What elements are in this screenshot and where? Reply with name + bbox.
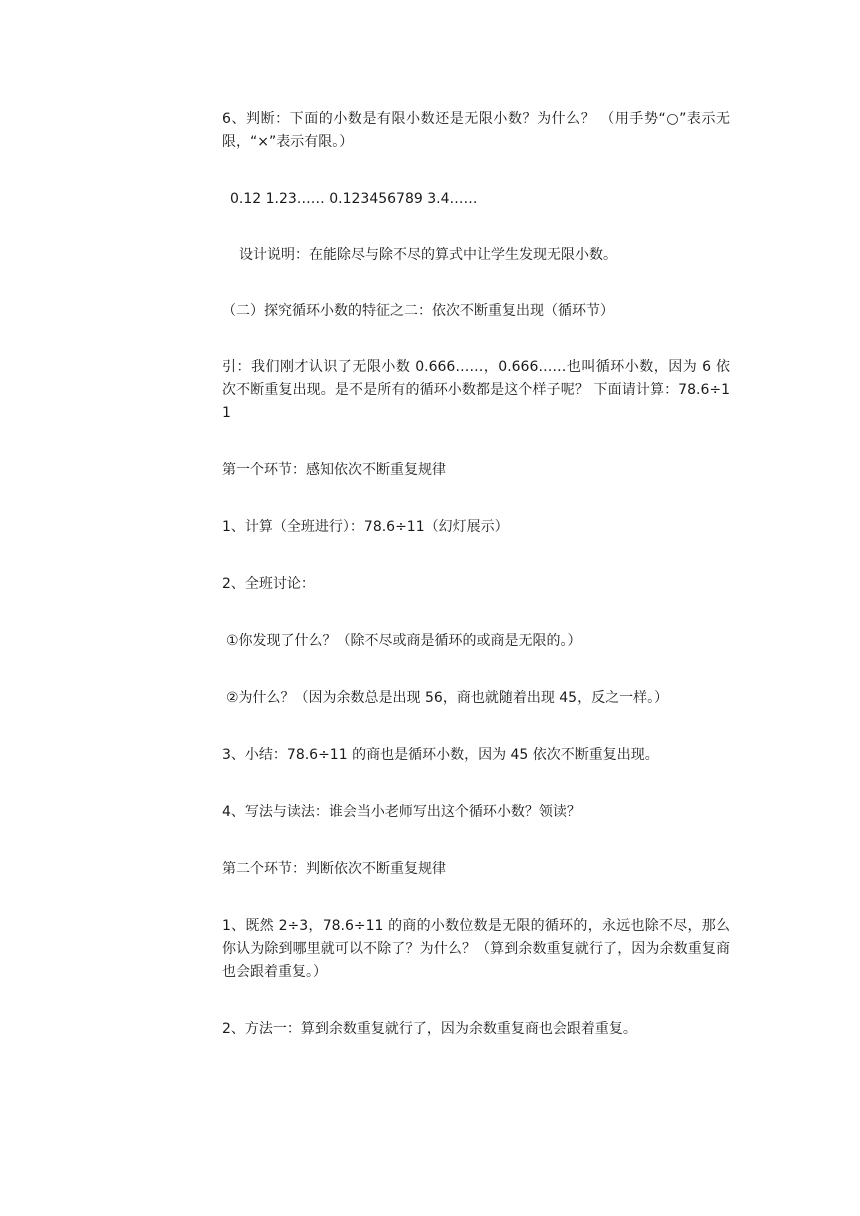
list-item-calculate: 1、计算（全班进行）：78.6÷11（幻灯展示） bbox=[222, 519, 509, 535]
step-two-heading: 第二个环节：判断依次不断重复规律 bbox=[222, 861, 446, 877]
document-body bbox=[222, 108, 730, 1041]
intro-paragraph: 引：我们刚才认识了无限小数 0.666……，0.666……也叫循环小数，因为 6 依次不断重复出现。是不是所有的循环小数都是这个样子呢？ 下面请计算：78.6÷11 bbox=[222, 359, 730, 421]
section-heading-explore: （二）探究循环小数的特征之二：依次不断重复出现（循环节） bbox=[222, 303, 614, 319]
decimal-examples-line: 0.12 1.23…… 0.123456789 3.4…… bbox=[230, 191, 478, 207]
list-item-why: ②为什么？（因为余数总是出现 56，商也就随着出现 45，反之一样。） bbox=[226, 690, 669, 706]
judge-question-paragraph: 6、判断：下面的小数是有限小数还是无限小数？为什么？ （用手势“○”表示无限，“×”表示有限。） bbox=[222, 111, 730, 150]
list-item-when-stop: 1、既然 2÷3，78.6÷11 的商的小数位数是无限的循环的，永远也除不尽，那么你认为除到哪里就可以不除了？为什么？（算到余数重复就行了，因为余数重复商也会跟着重复。） bbox=[222, 918, 730, 980]
list-item-method-one: 2、方法一：算到余数重复就行了，因为余数重复商也会跟着重复。 bbox=[222, 1021, 637, 1037]
list-item-writing-reading: 4、写法与读法：谁会当小老师写出这个循环小数？领读？ bbox=[222, 804, 581, 820]
list-item-what-found: ①你发现了什么？（除不尽或商是循环的或商是无限的。） bbox=[226, 633, 582, 649]
list-item-summary: 3、小结：78.6÷11 的商也是循环小数，因为 45 依次不断重复出现。 bbox=[222, 747, 659, 763]
design-note-paragraph: 设计说明：在能除尽与除不尽的算式中让学生发现无限小数。 bbox=[239, 247, 617, 263]
list-item-discussion: 2、全班讨论： bbox=[222, 576, 315, 592]
step-one-heading: 第一个环节：感知依次不断重复规律 bbox=[222, 462, 446, 478]
